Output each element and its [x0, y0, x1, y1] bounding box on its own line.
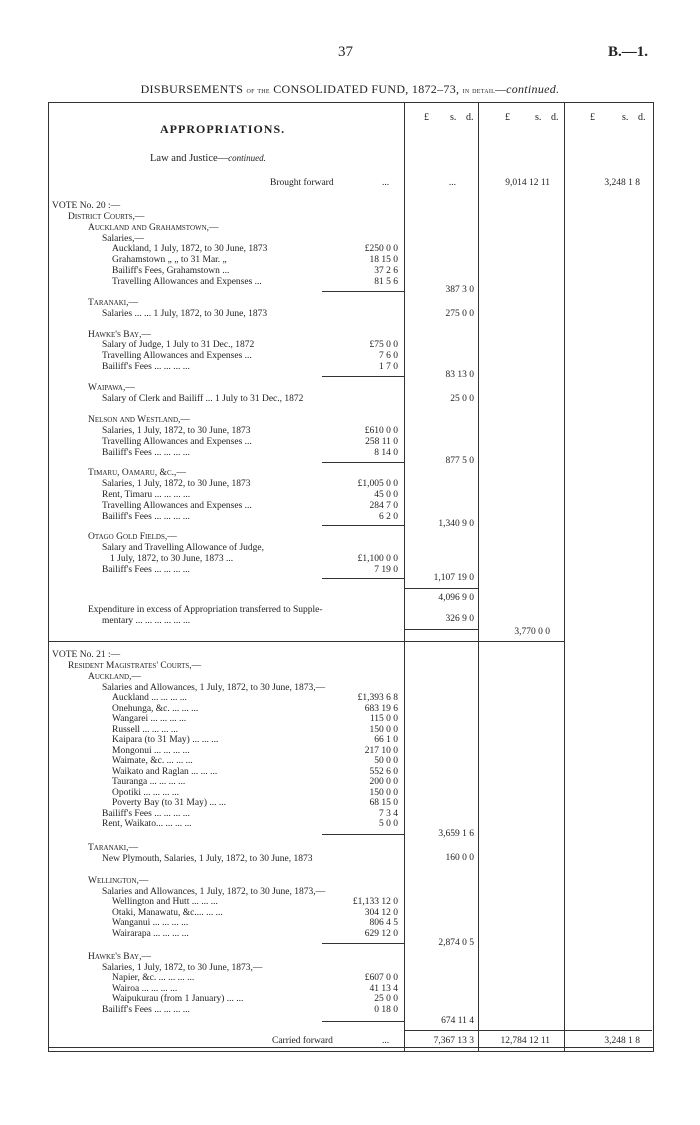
list-item-amount: 150 0 0 [369, 724, 398, 735]
district-courts: District Courts,— [68, 212, 145, 222]
list-item: Bailiff's Fees ... ... ... ... [102, 448, 190, 458]
subtotal: 275 0 0 [445, 309, 474, 319]
carried-forward-col1: 7,367 13 3 [433, 1036, 474, 1046]
col2-pence: d. [551, 112, 559, 123]
list-item-amount: £75 0 0 [369, 340, 398, 350]
waipawa-salary: Salary of Clerk and Bailiff ... 1 July to 31 Dec., 1872 [102, 394, 304, 404]
list-item: Onehunga, &c. ... ... ... [112, 703, 199, 714]
list-item: Bailiff's Fees ... ... ... ... [102, 512, 190, 522]
auckland-grahamstown: Auckland and Grahamstown,— [88, 223, 219, 233]
brought-forward-label: Brought forward [270, 178, 334, 188]
list-item: Rent, Waikato... ... ... ... [102, 819, 192, 829]
list-item-amount: 284 7 0 [369, 501, 398, 511]
list-item: Otaki, Manawatu, &c.... ... ... [112, 907, 223, 918]
heading-main: DISBURSEMENTS [140, 82, 244, 96]
taranaki-title: Taranaki,— [88, 843, 138, 853]
list-item: Auckland ... ... ... ... [112, 693, 187, 703]
list-item: Grahamstown „ „ to 31 Mar. „ [112, 255, 227, 265]
vote21-title: VOTE No. 21 :— [52, 650, 121, 660]
waipawa-title: Waipawa,— [88, 383, 135, 393]
list-item-amount: 7 3 4 [379, 808, 398, 819]
subtotal-rule [322, 1021, 404, 1022]
taranaki-salaries: Salaries ... ... 1 July, 1872, to 30 June, 1873 [102, 309, 268, 319]
nelson-westland-title: Nelson and Westland,— [88, 415, 190, 425]
list-item-amount: £1,133 12 0 [352, 897, 398, 907]
list-item: Travelling Allowances and Expenses ... [112, 277, 262, 287]
sum-rule [404, 588, 478, 589]
page-number: 37 [338, 44, 353, 60]
excess-rule [404, 629, 478, 630]
list-item-amount: 81 5 6 [374, 277, 398, 287]
list-item-amount: 8 14 0 [374, 448, 398, 458]
salaries-label: Salaries,— [102, 234, 144, 244]
list-item-amount: 7 19 0 [374, 565, 398, 575]
subtotal: 1,107 19 0 [433, 573, 474, 583]
list-item: Auckland, 1 July, 1872, to 30 June, 1873 [112, 244, 268, 254]
list-item-amount: 1 7 0 [379, 362, 398, 372]
list-item: Travelling Allowances and Expenses ... [102, 351, 252, 361]
col3-shillings: s. [622, 112, 629, 123]
section-title: APPROPRIATIONS. [160, 122, 286, 136]
list-item: Bailiff's Fees ... ... ... ... [102, 362, 190, 372]
list-item-amount: £607 0 0 [364, 973, 398, 983]
excess-line1: Expenditure in excess of Appropriation transferred to Supple- [88, 605, 323, 615]
heading-rest: CONSOLIDATED FUND, 1872–73, [273, 82, 460, 96]
list-item-amount: 806 4 5 [369, 918, 398, 928]
subtotal: 3,659 1 6 [438, 829, 474, 839]
timaru-oamaru-title: Timaru, Oamaru, &c.,— [88, 468, 186, 478]
column-rule-3 [564, 102, 565, 1052]
carried-forward-col2: 12,784 12 11 [500, 1036, 550, 1046]
list-item: Travelling Allowances and Expenses ... [102, 437, 252, 447]
list-item-amount: 150 0 0 [369, 787, 398, 798]
list-item-amount: 200 0 0 [369, 777, 398, 787]
subtotal: 674 11 4 [441, 1016, 474, 1026]
brought-forward-col2: 9,014 12 11 [505, 178, 550, 188]
subtotal-rule [322, 525, 404, 526]
list-item-amount: 41 13 4 [369, 983, 398, 994]
list-item-amount: 5 0 0 [379, 819, 398, 829]
heading-continued: —continued. [495, 82, 560, 96]
col2-pounds: £ [505, 112, 510, 123]
list-item-amount: 66 1 0 [374, 735, 398, 745]
subtotal: 2,874 0 5 [438, 938, 474, 948]
carried-forward-dots: ... [382, 1036, 390, 1046]
carried-forward-col3: 3,248 1 8 [604, 1036, 640, 1046]
vote-divider [48, 641, 564, 642]
col1-pounds: £ [424, 112, 429, 123]
list-item: Mongonui ... ... ... ... [112, 745, 190, 756]
column-rule-2 [478, 102, 479, 1052]
otago-line3: Bailiff's Fees ... ... ... ... [102, 565, 190, 575]
section-subtitle [150, 153, 266, 164]
list-item-amount: 68 15 0 [369, 798, 398, 808]
list-item: Travelling Allowances and Expenses ... [102, 501, 252, 511]
list-item-amount: 0 18 0 [374, 1004, 398, 1015]
list-item-amount: 552 6 0 [369, 766, 398, 777]
list-item: Napier, &c. ... ... ... ... [112, 973, 195, 983]
brought-forward-dots: ... [382, 178, 390, 188]
list-item-amount: £610 0 0 [364, 426, 398, 436]
bottom-rule [48, 1047, 654, 1048]
carried-forward-label: Carried forward [272, 1036, 333, 1046]
wellington-title: Wellington,— [88, 876, 149, 886]
hawkes-bay-title: Hawke's Bay,— [88, 952, 151, 962]
col1-shillings: s. [450, 112, 457, 123]
subtotal-rule [322, 376, 404, 377]
list-item: Salaries, 1 July, 1872, to 30 June, 1873 [102, 426, 251, 436]
list-item: Waimate, &c. ... ... ... [112, 756, 193, 766]
list-item: Wanganui ... ... ... ... [112, 918, 189, 928]
heading-of: of the [246, 85, 270, 95]
vote20-total: 3,770 0 0 [514, 627, 550, 637]
subtotal: 160 0 0 [445, 853, 474, 863]
excess-line2: mentary ... ... ... ... ... ... [102, 616, 191, 626]
page-heading [0, 82, 700, 97]
subtotal: 1,340 9 0 [438, 519, 474, 529]
brought-forward-col3: 3,248 1 8 [604, 178, 640, 188]
subtotal-rule [322, 834, 404, 835]
list-item: Tauranga ... ... ... ... [112, 777, 186, 787]
subtotal: 877 5 0 [445, 456, 474, 466]
subtotal: 83 13 0 [445, 370, 474, 380]
list-item-amount: 217 10 0 [364, 745, 398, 756]
list-item: Salaries, 1 July, 1872, to 30 June, 1873 [102, 479, 251, 489]
subtotal-rule [322, 291, 404, 292]
salaries-label: Salaries and Allowances, 1 July, 1872, to 30 June, 1873,— [102, 887, 326, 897]
list-item-amount: 304 12 0 [364, 907, 398, 918]
list-item-amount: 115 0 0 [369, 714, 398, 724]
col1-pence: d. [466, 112, 474, 123]
list-item: Poverty Bay (to 31 May) ... ... [112, 798, 226, 808]
list-item: Waikato and Raglan ... ... ... [112, 766, 218, 777]
subtitle-cont: continued. [228, 153, 266, 163]
list-item: Salary of Judge, 1 July to 31 Dec., 1872 [102, 340, 255, 350]
list-item-amount: 629 12 0 [364, 928, 398, 939]
list-item: Opotiki ... ... ... ... [112, 787, 180, 798]
col3-pounds: £ [590, 112, 595, 123]
list-item: Rent, Timaru ... ... ... ... [102, 490, 191, 500]
col3-pence: d. [638, 112, 646, 123]
list-item-amount: 6 2 0 [379, 512, 398, 522]
list-item-amount: £1,005 0 0 [357, 479, 398, 489]
subtotal-rule [322, 943, 404, 944]
subtotal-rule [322, 462, 404, 463]
heading-in-detail: in detail [462, 85, 496, 95]
rm-courts: Resident Magistrates' Courts,— [68, 661, 202, 671]
otago-title: Otago Gold Fields,— [88, 532, 177, 542]
list-item: Waipukurau (from 1 January) ... ... [112, 994, 244, 1004]
list-item: Kaipara (to 31 May) ... ... ... [112, 735, 219, 745]
subtotal-rule [322, 578, 404, 579]
document-reference: B.—1. [607, 44, 648, 60]
list-item-amount: 18 15 0 [369, 255, 398, 265]
hawkes-bay-title: Hawke's Bay,— [88, 330, 151, 340]
excess-amount: 326 9 0 [445, 614, 474, 624]
list-item: Bailiff's Fees ... ... ... ... [102, 808, 190, 819]
list-item-amount: 683 19 6 [364, 703, 398, 714]
list-item-amount: 25 0 0 [374, 994, 398, 1004]
subtitle-text: Law and Justice— [150, 153, 229, 164]
vote20-title: VOTE No. 20 :— [52, 201, 121, 211]
subtotal: 25 0 0 [450, 394, 474, 404]
list-item: Wairarapa ... ... ... ... [112, 928, 189, 939]
list-item: Russell ... ... ... ... [112, 724, 178, 735]
list-item-amount: £250 0 0 [364, 244, 398, 254]
list-item-amount: £1,100 0 0 [357, 554, 398, 564]
vote20-sum: 4,096 9 0 [438, 593, 474, 603]
otago-line2: 1 July, 1872, to 30 June, 1873 ... [110, 554, 234, 564]
auckland-title: Auckland,— [88, 672, 141, 682]
salaries-label: Salaries and Allowances, 1 July, 1872, to 30 June, 1873,— [102, 683, 326, 693]
list-item-amount: 258 11 0 [365, 437, 398, 447]
list-item: Bailiff's Fees ... ... ... ... [102, 1004, 190, 1015]
otago-line1: Salary and Travelling Allowance of Judge, [102, 543, 265, 553]
list-item-amount: 45 0 0 [374, 490, 398, 500]
list-item: Bailiff's Fees, Grahamstown ... [112, 266, 230, 276]
col2-shillings: s. [535, 112, 542, 123]
list-item: Wangarei ... ... ... ... [112, 714, 187, 724]
taranaki-title: Taranaki,— [88, 298, 138, 308]
list-item-amount: £1,393 6 8 [357, 693, 398, 703]
column-rule-1 [404, 102, 405, 1052]
list-item-amount: 50 0 0 [374, 756, 398, 766]
list-item: Wairoa ... ... ... ... [112, 983, 178, 994]
brought-forward-col1: ... [448, 178, 456, 188]
list-item-amount: 37 2 6 [374, 266, 398, 276]
list-item: Wellington and Hutt ... ... ... [112, 897, 218, 907]
carried-rule [404, 1030, 652, 1031]
subtotal: 387 3 0 [445, 285, 474, 295]
new-plymouth-salaries: New Plymouth, Salaries, 1 July, 1872, to 30 June, 1873 [102, 854, 313, 864]
salaries-label: Salaries, 1 July, 1872, to 30 June, 1873,— [102, 963, 263, 973]
list-item-amount: 7 6 0 [379, 351, 398, 361]
